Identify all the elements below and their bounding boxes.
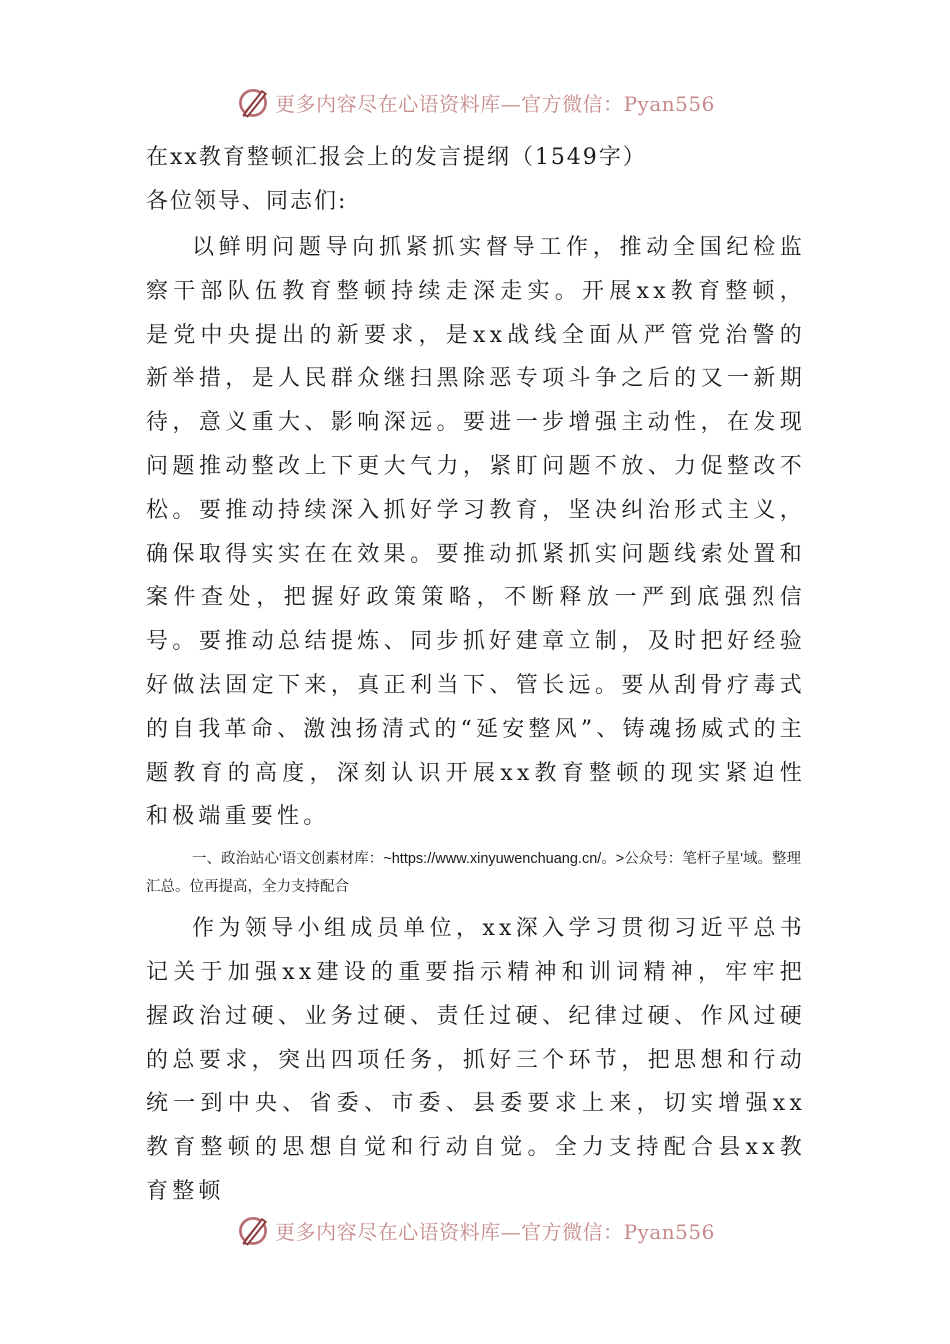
section-heading: 一、政治站心'语文创素材库：~https://www.xinyuwenchuang.cn/。>公众号：笔杆子星'域。整理汇总。位再提高，全力支持配合 — [146, 851, 802, 896]
paragraph-1: 以鲜明问题导向抓紧抓实督导工作，推动全国纪检监察干部队伍教育整顿持续走深走实。开展xx教育整顿，是党中央提出的新要求，是xx战线全面从严管党治警的新举措，是人民群众继扫黑除恶专项斗争之后的又一新期待，意义重大、影响深远。要进一步增强主动性，在发现问题推动整改上下更大气力，紧盯问题不放、力促整改不松。要推动持续深入抓好学习教育，坚决纠治形式主义，确保取得实实在在效果。要推动抓紧抓实问题线索处置和案件查处，把握好政策策略，不断释放一严到底强烈信号。要推动总结提炼、同步抓好建章立制，及时把好经验好做法固定下来，真正利当下、管长远。要从刮骨疗毒式的自我革命、激浊扬清式的“延安整风”、铸魂扬威式的主题教育的高度，深刻认识开展xx教育整顿的现实紧迫性和极端重要性。 — [146, 235, 806, 830]
paragraph-2: 作为领导小组成员单位，xx深入学习贯彻习近平总书记关于加强xx建设的重要指示精神和训词精神，牢牢把握政治过硬、业务过硬、责任过硬、纪律过硬、作风过硬的总要求，突出四项任务，抓好三个环节，把思想和行动统一到中央、省委、市委、县委要求上来，切实增强xx教育整顿的思想自觉和行动自觉。全力支持配合县xx教育整顿 — [146, 916, 806, 1204]
banner-text: 更多内容尽在心语资料库—官方微信：Pyan556 — [275, 1219, 715, 1244]
document-body — [146, 136, 806, 1214]
header-banner — [0, 80, 950, 124]
greeting: 各位领导、同志们: — [146, 189, 348, 214]
pen-quill-icon — [235, 1212, 271, 1248]
document-title: 在xx教育整顿汇报会上的发言提纲（1549字） — [146, 145, 647, 170]
banner-text: 更多内容尽在心语资料库—官方微信：Pyan556 — [275, 91, 715, 116]
pen-quill-icon — [235, 84, 271, 120]
footer-banner — [0, 1208, 950, 1252]
